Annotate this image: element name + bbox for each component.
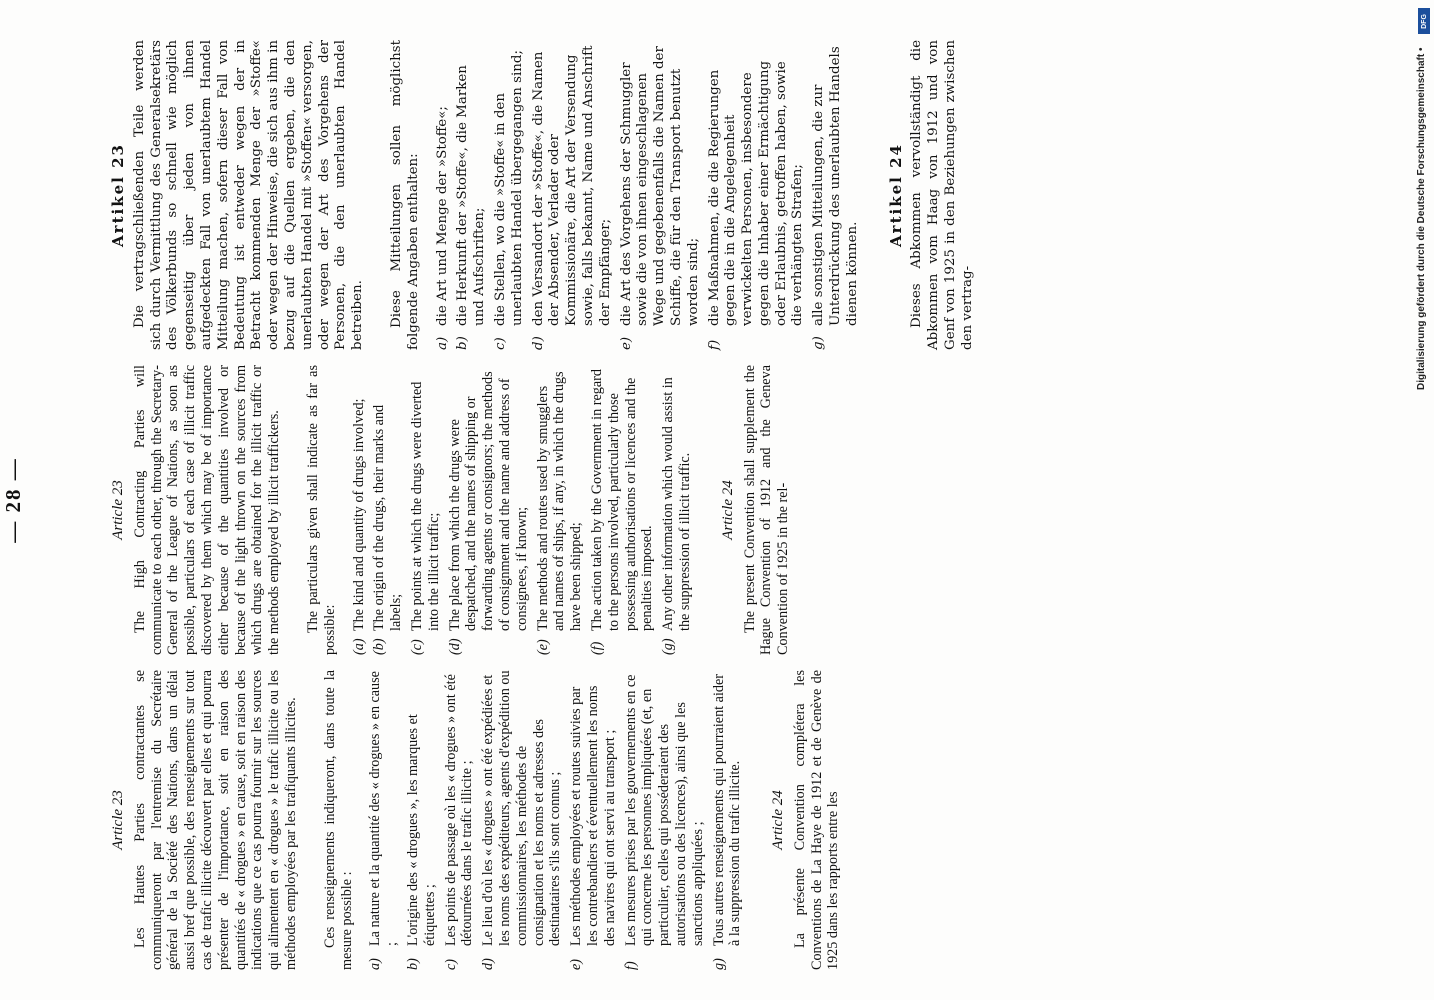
english-lead: The particulars given shall indicate as far as possible:: [304, 365, 338, 655]
list-item: e) Les méthodes employées et routes suivies par les contrebandiers et éventuellement les noms des navires qui ont servi au transport ;: [568, 685, 618, 970]
german-items: [435, 40, 862, 350]
list-item: f) die Maßnahmen, die die Regierungen gegen die in die Angelegenheit verwickelten Personen, insbesondere gegen die Inhaber einer Ermächtigung oder Erlaubnis, getroffen haben, sowie die verhängten Strafen;: [706, 60, 806, 350]
list-item: (e) The methods and routes used by smugglers and names of ships, if any, in which the drugs have been shipped;: [534, 371, 585, 655]
german-lead: Diese Mitteilungen sollen möglichst folgende Angaben enthalten:: [388, 40, 421, 350]
french-column: [110, 670, 842, 970]
list-item: b) die Herkunft der »Stoffe«, die Marken und Aufschriften;: [455, 65, 488, 350]
english-article-24-text: The present Convention shall supplement the Hague Convention of 1912 and the Geneva Convention of 1925 in the rel-: [741, 365, 792, 655]
english-article-24-heading: Article 24: [719, 480, 736, 540]
french-article-23-intro: Les Hautes Parties contractantes se communiqueront par l'entremise du Secrétaire général de la Société des Nations, dans un délai aussi bref que possible, des renseignements sur tout cas de trafic illicite découvert par elles et qui pourra présenter de l'importance, soit en raison des quantités de « drogues » en cause, soit en raison des indications que ce cas pourra fournir sur les sources qui alimentent en « drogues » le trafic illicite ou les méthodes employées par les trafiquants illicites.: [131, 670, 299, 970]
list-item: (g) Any other information which would assist in the suppression of illicit traffic.: [660, 377, 693, 655]
french-article-23-heading: Article 23: [110, 790, 126, 850]
list-item: d) Le lieu d'où les « drogues » ont été expédiées et les noms des expéditeurs, agents d'expédition ou commissionnaires, les méthodes de consignation et les noms et adresses des destinataires s'ils sont connus ;: [480, 670, 564, 970]
list-item: e) die Art des Vorgehens der Schmuggler sowie die von ihnen eingeschlagenen Wege und gegebenenfalls die Namen der Schiffe, die für den Transport benutzt worden sind;: [618, 46, 701, 350]
list-item: (f) The action taken by the Government in regard to the persons involved, particularly those possessing authorisations or licences and the penalties imposed.: [588, 369, 656, 655]
list-item: (c) The points at which the drugs were diverted into the illicit traffic;: [408, 381, 442, 655]
list-item: (b) The origin of the drugs, their marks and labels;: [371, 404, 405, 655]
list-item: b) L'origine des « drogues », les marques et étiquettes ;: [404, 714, 438, 970]
list-item: (d) The place from which the drugs were despatched, and the names of shipping or forwarding agents or consignors; the methods of consignment and the name and address of consignees, if known;: [446, 371, 530, 655]
list-item: f) Les mesures prises par les gouvernements en ce qui concerne les personnes impliquées (et, en particulier, celles qui posséderaient des autorisations ou des licences), ainsi que les sanctions appliquées ;: [622, 674, 706, 970]
credit-text: Digitalisierung gefördert durch die Deutsche Forschungsgemeinschaft •: [1416, 47, 1427, 390]
list-item: d) den Versandort der »Stoffe«, die Namen der Absender, Verlader oder Kommissionäre, die Art der Versendung sowie, falls bekannt, Name und Anschrift der Empfänger;: [530, 45, 613, 350]
digitization-credit: [1412, 10, 1432, 390]
french-article-24-text: La présente Convention complétera les Conventions de La Haye de 1912 et de Genève de 1925 dans les rapports entre les: [791, 670, 842, 970]
german-article-23-heading: Artikel 23: [109, 143, 127, 247]
list-item: (a) The kind and quantity of drugs involved;: [350, 398, 367, 655]
page-number: — 28 —: [1, 457, 25, 543]
english-column: [110, 365, 792, 655]
german-article-24-text: Dieses Abkommen vervollständigt die Abkommen vom Haag von 1912 und von Genf von 1925 in den Beziehungen zwischen den vertrag-: [909, 40, 975, 350]
list-item: g) alle sonstigen Mitteilungen, die zur Unterdrückung des unerlaubten Handels dienen können.: [811, 46, 860, 350]
french-article-24-heading: Article 24: [770, 790, 787, 850]
german-article-23-intro: Die vertragschließenden Teile werden sich durch Vermittlung des Generalsekretärs des Völkerbunds so schnell wie möglich gegenseitig über jeden von ihnen aufgedeckten Fall von unerlaubtem Handel Mitteilung machen, sofern dieser Fall von Bedeutung ist entweder wegen der in Betracht kommenden Menge der »Stoffe« oder wegen der Hinweise, die sich aus ihm in bezug auf die Quellen ergeben, die den unerlaubten Handel mit »Stoffen« versorgen, oder wegen der Art des Vorgehens der Personen, die den unerlaubten Handel betreiben.: [131, 40, 366, 350]
french-items: [367, 670, 744, 970]
english-items: [351, 365, 694, 655]
german-article-24-heading: Artikel 24: [886, 143, 905, 247]
french-lead: Ces renseignements indiqueront, dans toute la mesure possible :: [321, 670, 355, 970]
english-article-23-heading: Article 23: [110, 480, 126, 540]
list-item: a) die Art und Menge der »Stoffe«;: [434, 106, 450, 350]
dfg-logo-icon: DFG: [1418, 8, 1430, 34]
list-item: c) Les points de passage où les « drogues » ont été détournées dans le trafic illicite ;: [442, 674, 476, 970]
list-item: g) Tous autres renseignements qui pourraient aider à la suppression du trafic illicite.: [710, 673, 744, 970]
german-column: [110, 40, 977, 350]
list-item: c) die Stellen, wo die »Stoffe« in den unerlaubten Handel übergegangen sind;: [492, 50, 525, 350]
list-item: a) La nature et la quantité des « drogues » en cause ;: [367, 671, 401, 970]
english-article-23-intro: The High Contracting Parties will communicate to each other, through the Secretary-General of the League of Nations, as soon as possible, particulars of each case of illicit traffic discovered by them which may be of importance either because of the quantities involved or because of the light thrown on the sources from which drugs are obtained for the illicit traffic or the methods employed by illicit traffickers.: [131, 365, 283, 655]
